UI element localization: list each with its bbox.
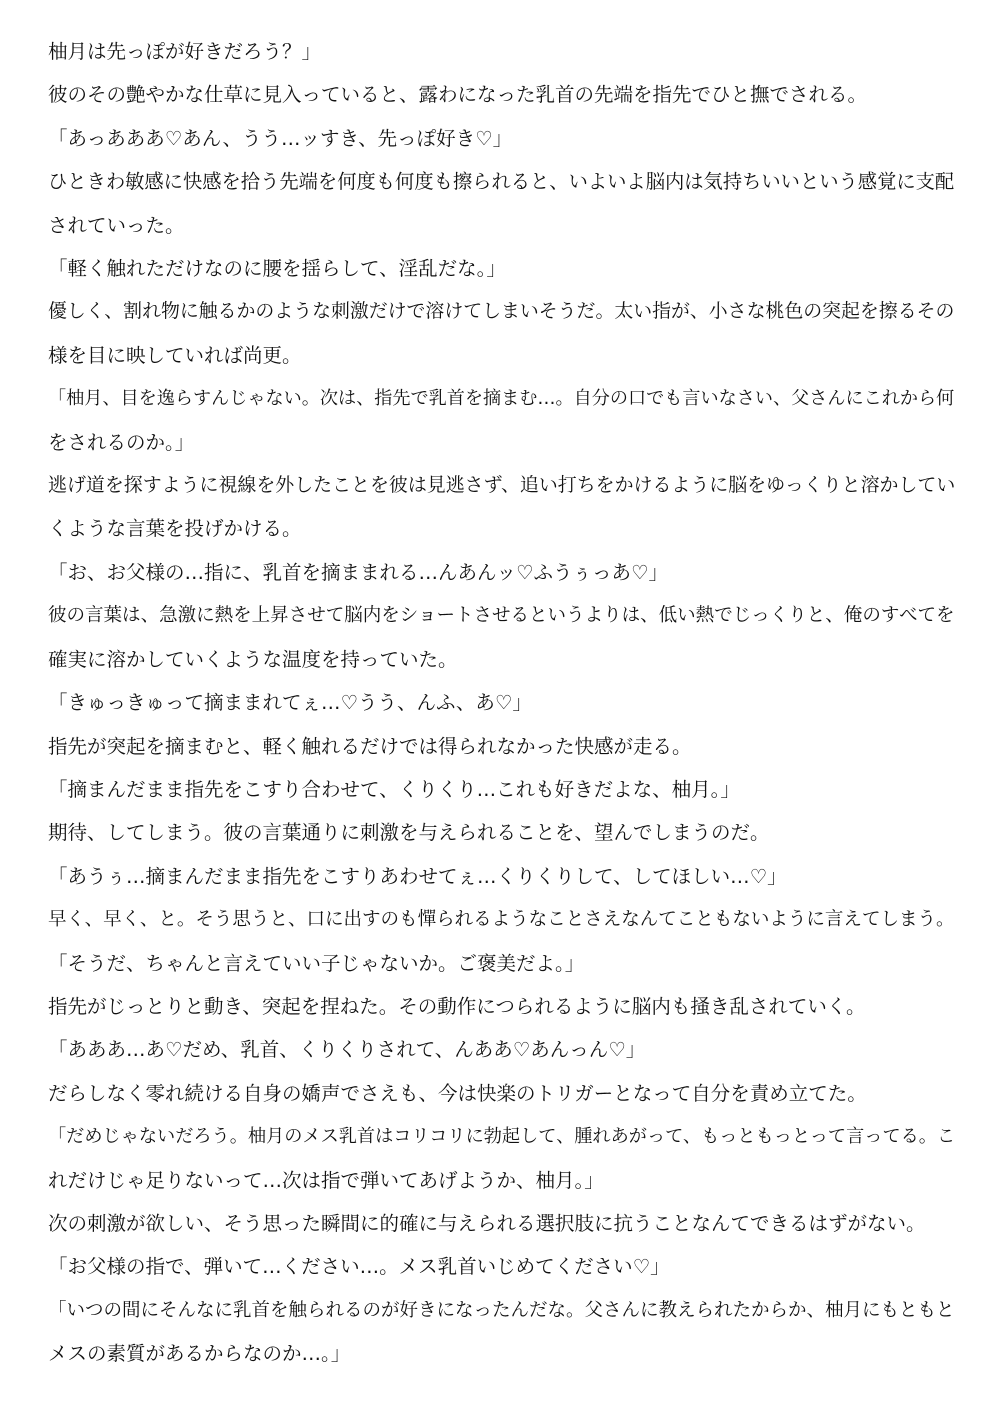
- text-line: されていった。: [48, 213, 185, 237]
- document-body: [48, 30, 960, 1376]
- text-line: 優しく、割れ物に触るかのような刺激だけで溶けてしまいそうだ。太い指が、小さな桃色の突起を擦るその: [48, 300, 955, 323]
- text-line: 「摘まんだまま指先をこすり合わせて、くりくり…これも好きだよな、柚月。」: [48, 777, 740, 801]
- text-line: 「そうだ、ちゃんと言えていい子じゃないか。ご褒美だよ。」: [48, 951, 585, 975]
- text-line: 「だめじゃないだろう。柚月のメス乳首はコリコリに勃起して、腫れあがって、もっともっとって言ってる。こ: [48, 1126, 956, 1148]
- text-line: 指先が突起を摘まむと、軽く触れるだけでは得られなかった快感が走る。: [48, 734, 692, 758]
- text-line: 様を目に映していれば尚更。: [48, 343, 302, 367]
- text-line: メスの素質があるからなのか…。」: [48, 1342, 351, 1366]
- text-line: 彼のその艶やかな仕草に見入っていると、露わになった乳首の先端を指先でひと撫でされる。: [48, 83, 868, 107]
- text-line: 柚月は先っぽが好きだろう？」: [48, 40, 322, 63]
- text-line: 「あっあああ♡あん、うう…ッすき、先っぽ好き♡」: [48, 126, 513, 150]
- text-line: 次の刺激が欲しい、そう思った瞬間に的確に与えられる選択肢に抗うことなんてできるはずがない。: [48, 1211, 926, 1235]
- text-line: 「軽く触れただけなのに腰を揺らして、淫乱だな。」: [48, 257, 506, 281]
- text-line: 「あああ…あ♡だめ、乳首、くりくりされて、んああ♡あんっん♡」: [48, 1038, 646, 1062]
- text-line: 期待、してしまう。彼の言葉通りに刺激を与えられることを、望んでしまうのだ。: [48, 821, 770, 845]
- text-line: 彼の言葉は、急激に熱を上昇させて脳内をショートさせるというよりは、低い熱でじっくりと、俺のすべてを: [48, 605, 955, 627]
- text-line: だらしなく零れ続ける自身の嬌声でさえも、今は快楽のトリガーとなって自分を責め立てた。: [48, 1081, 867, 1105]
- text-line: 逃げ道を探すように視線を外したことを彼は見逃さず、追い打ちをかけるように脳をゆっくりと溶かしてい: [48, 474, 956, 497]
- text-line: ひときわ敏感に快感を拾う先端を何度も何度も擦られると、いよいよ脳内は気持ちいいという感覚に支配: [48, 170, 955, 194]
- text-line: 「きゅっきゅって摘ままれてぇ…♡うう、んふ、あ♡」: [48, 691, 532, 715]
- text-line: 「いつの間にそんなに乳首を触られるのが好きになったんだな。父さんに教えられたからか、柚月にもともと: [48, 1299, 955, 1321]
- text-line: 「お、お父様の…指に、乳首を摘ままれる…んあんッ♡ふうぅっあ♡」: [48, 560, 668, 584]
- text-line: をされるのか。」: [48, 430, 195, 454]
- text-line: 確実に溶かしていくような温度を持っていた。: [48, 647, 458, 671]
- text-line: 「お父様の指で、弾いて…ください…。メス乳首いじめてください♡」: [48, 1255, 670, 1279]
- text-line: 「柚月、目を逸らすんじゃない。次は、指先で乳首を摘まむ…。自分の口でも言いなさい、父さんにこれから何: [48, 388, 955, 410]
- text-line: 指先がじっとりと動き、突起を捏ねた。その動作につられるように脳内も掻き乱されていく。: [48, 994, 866, 1018]
- text-line: 「あうぅ…摘まんだまま指先をこすりあわせてぇ…くりくりして、してほしい…♡」: [48, 864, 787, 888]
- text-line: 早く、早く、と。そう思うと、口に出すのも憚られるようなことさえなんてこともないように言えてしまう。: [48, 909, 955, 931]
- text-line: れだけじゃ足りないって…次は指で弾いてあげようか、柚月。」: [48, 1168, 604, 1192]
- text-line: くような言葉を投げかける。: [48, 517, 302, 541]
